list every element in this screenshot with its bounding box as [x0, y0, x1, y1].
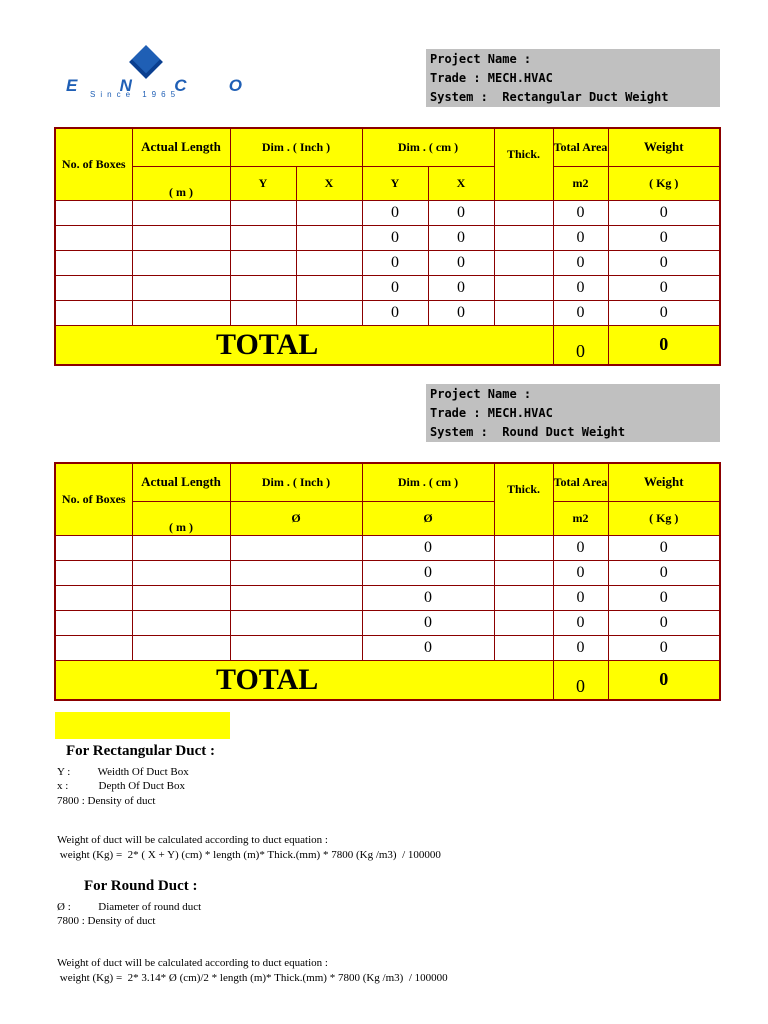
- cell-y-inch[interactable]: [230, 225, 296, 250]
- cell-weight: 0: [608, 535, 720, 560]
- header-length-unit: ( m ): [132, 166, 230, 200]
- cell-boxes[interactable]: [55, 200, 132, 225]
- cell-thick[interactable]: [494, 225, 553, 250]
- header-diameter-cm: Ø: [362, 501, 494, 535]
- cell-diameter-cm: 0: [362, 610, 494, 635]
- rect-note-formula: weight (Kg) = 2* ( X + Y) (cm) * length (m)* Thick.(mm) * 7800 (Kg /m3) / 100000: [57, 849, 441, 861]
- table-row: [55, 225, 720, 250]
- header-total-area: Total Area: [553, 463, 608, 501]
- header-weight-unit: ( Kg ): [608, 166, 720, 200]
- header-no-of-boxes: No. of Boxes: [55, 463, 132, 535]
- header-x-inch: X: [296, 166, 362, 200]
- cell-area: 0: [553, 200, 608, 225]
- cell-diameter-inch[interactable]: [230, 535, 362, 560]
- cell-y-inch[interactable]: [230, 200, 296, 225]
- header-dim-cm: Dim . ( cm ): [362, 128, 494, 166]
- header-thick: Thick.: [494, 463, 553, 535]
- logo-letter: O: [228, 76, 242, 95]
- cell-thick[interactable]: [494, 300, 553, 325]
- cell-length[interactable]: [132, 300, 230, 325]
- cell-thick[interactable]: [494, 610, 553, 635]
- total-weight: 0: [608, 660, 720, 700]
- cell-length[interactable]: [132, 585, 230, 610]
- logo-letter: C: [174, 76, 187, 95]
- cell-x-inch[interactable]: [296, 225, 362, 250]
- header-length-unit: ( m ): [132, 501, 230, 535]
- cell-thick[interactable]: [494, 635, 553, 660]
- header-weight-unit: ( Kg ): [608, 501, 720, 535]
- cell-area: 0: [553, 250, 608, 275]
- cell-x-cm: 0: [428, 275, 494, 300]
- header-area-unit: m2: [553, 166, 608, 200]
- cell-diameter-cm: 0: [362, 635, 494, 660]
- cell-length[interactable]: [132, 560, 230, 585]
- cell-x-cm: 0: [428, 250, 494, 275]
- cell-boxes[interactable]: [55, 585, 132, 610]
- cell-x-inch[interactable]: [296, 300, 362, 325]
- round-duct-table: [54, 462, 721, 701]
- round-project-info: [426, 384, 720, 442]
- rect-note-y: Y : Weidth Of Duct Box: [57, 766, 189, 778]
- cell-boxes[interactable]: [55, 560, 132, 585]
- round-note-density: 7800 : Density of duct: [57, 915, 156, 927]
- table-row: [55, 585, 720, 610]
- header-diameter-inch: Ø: [230, 501, 362, 535]
- rect-note-density: 7800 : Density of duct: [57, 795, 156, 807]
- cell-x-inch[interactable]: [296, 200, 362, 225]
- table-row: [55, 560, 720, 585]
- cell-weight: 0: [608, 585, 720, 610]
- cell-boxes[interactable]: [55, 250, 132, 275]
- header-dim-inch: Dim . ( Inch ): [230, 128, 362, 166]
- diamond-icon: [129, 45, 163, 79]
- total-area: 0: [553, 660, 608, 700]
- table-row: [55, 200, 720, 225]
- cell-thick[interactable]: [494, 275, 553, 300]
- cell-weight: 0: [608, 300, 720, 325]
- cell-y-inch[interactable]: [230, 300, 296, 325]
- table-row: [55, 535, 720, 560]
- total-label: TOTAL: [55, 660, 553, 700]
- cell-diameter-cm: 0: [362, 535, 494, 560]
- header-total-area: Total Area: [553, 128, 608, 166]
- system-line: System : Rectangular Duct Weight: [430, 90, 669, 104]
- logo-letter: E: [66, 76, 78, 95]
- cell-boxes[interactable]: [55, 610, 132, 635]
- rect-note-x: x : Depth Of Duct Box: [57, 780, 186, 792]
- cell-diameter-cm: 0: [362, 585, 494, 610]
- cell-y-cm: 0: [362, 225, 428, 250]
- cell-diameter-inch[interactable]: [230, 610, 362, 635]
- cell-x-inch[interactable]: [296, 275, 362, 300]
- cell-diameter-inch[interactable]: [230, 635, 362, 660]
- rect-note-intro: Weight of duct will be calculated according to duct equation :: [57, 834, 328, 846]
- cell-weight: 0: [608, 225, 720, 250]
- cell-area: 0: [553, 225, 608, 250]
- cell-y-cm: 0: [362, 300, 428, 325]
- trade-line: Trade : MECH.HVAC: [430, 406, 553, 420]
- trade-line: Trade : MECH.HVAC: [430, 71, 553, 85]
- cell-length[interactable]: [132, 610, 230, 635]
- cell-thick[interactable]: [494, 250, 553, 275]
- cell-length[interactable]: [132, 225, 230, 250]
- project-name-line: Project Name :: [430, 387, 532, 401]
- rect-notes-heading: For Rectangular Duct :: [66, 743, 216, 759]
- total-row: [55, 660, 720, 700]
- table-row: [55, 635, 720, 660]
- round-note-intro: Weight of duct will be calculated according to duct equation :: [57, 957, 328, 969]
- round-note-formula: weight (Kg) = 2* 3.14* Ø (cm)/2 * length (m)* Thick.(mm) * 7800 (Kg /m3) / 100000: [57, 972, 448, 984]
- cell-y-inch[interactable]: [230, 250, 296, 275]
- cell-area: 0: [553, 610, 608, 635]
- header-no-of-boxes: No. of Boxes: [55, 128, 132, 200]
- logo-since: Since 1965: [90, 90, 181, 99]
- header-thick: Thick.: [494, 128, 553, 200]
- cell-weight: 0: [608, 250, 720, 275]
- table-row: [55, 275, 720, 300]
- rect-project-info: [426, 49, 720, 107]
- cell-x-cm: 0: [428, 300, 494, 325]
- header-x-cm: X: [428, 166, 494, 200]
- total-label: TOTAL: [55, 325, 553, 365]
- cell-y-cm: 0: [362, 275, 428, 300]
- enco-logo: [64, 46, 244, 106]
- cell-weight: 0: [608, 635, 720, 660]
- header-dim-inch: Dim . ( Inch ): [230, 463, 362, 501]
- table-row: [55, 300, 720, 325]
- table-row: [55, 610, 720, 635]
- project-name-line: Project Name :: [430, 52, 532, 66]
- system-line: System : Round Duct Weight: [430, 425, 626, 439]
- total-row: [55, 325, 720, 365]
- cell-area: 0: [553, 635, 608, 660]
- cell-length[interactable]: [132, 635, 230, 660]
- cell-area: 0: [553, 275, 608, 300]
- cell-y-cm: 0: [362, 250, 428, 275]
- table-row: [55, 250, 720, 275]
- cell-boxes[interactable]: [55, 225, 132, 250]
- cell-diameter-inch[interactable]: [230, 560, 362, 585]
- cell-area: 0: [553, 560, 608, 585]
- total-weight: 0: [608, 325, 720, 365]
- cell-boxes[interactable]: [55, 300, 132, 325]
- cell-weight: 0: [608, 200, 720, 225]
- cell-x-cm: 0: [428, 200, 494, 225]
- cell-thick[interactable]: [494, 560, 553, 585]
- cell-x-inch[interactable]: [296, 250, 362, 275]
- cell-boxes[interactable]: [55, 635, 132, 660]
- cell-boxes[interactable]: [55, 275, 132, 300]
- header-actual-length: Actual Length: [132, 128, 230, 166]
- cell-diameter-inch[interactable]: [230, 585, 362, 610]
- cell-weight: 0: [608, 275, 720, 300]
- cell-area: 0: [553, 300, 608, 325]
- cell-y-cm: 0: [362, 200, 428, 225]
- cell-x-cm: 0: [428, 225, 494, 250]
- cell-boxes[interactable]: [55, 535, 132, 560]
- cell-area: 0: [553, 535, 608, 560]
- round-notes-heading: For Round Duct :: [84, 878, 198, 894]
- rect-duct-table: [54, 127, 721, 366]
- cell-area: 0: [553, 585, 608, 610]
- total-area: 0: [553, 325, 608, 365]
- cell-weight: 0: [608, 560, 720, 585]
- cell-length[interactable]: [132, 250, 230, 275]
- cell-length[interactable]: [132, 535, 230, 560]
- cell-length[interactable]: [132, 275, 230, 300]
- header-weight: Weight: [608, 463, 720, 501]
- cell-thick[interactable]: [494, 535, 553, 560]
- cell-diameter-cm: 0: [362, 560, 494, 585]
- header-y-cm: Y: [362, 166, 428, 200]
- header-dim-cm: Dim . ( cm ): [362, 463, 494, 501]
- header-actual-length: Actual Length: [132, 463, 230, 501]
- header-y-inch: Y: [230, 166, 296, 200]
- cell-thick[interactable]: [494, 200, 553, 225]
- logo-letter: N: [119, 76, 132, 95]
- cell-length[interactable]: [132, 200, 230, 225]
- header-area-unit: m2: [553, 501, 608, 535]
- highlight-bar: [55, 712, 230, 739]
- cell-thick[interactable]: [494, 585, 553, 610]
- cell-y-inch[interactable]: [230, 275, 296, 300]
- round-note-diameter: Ø : Diameter of round duct: [57, 901, 202, 913]
- header-weight: Weight: [608, 128, 720, 166]
- cell-weight: 0: [608, 610, 720, 635]
